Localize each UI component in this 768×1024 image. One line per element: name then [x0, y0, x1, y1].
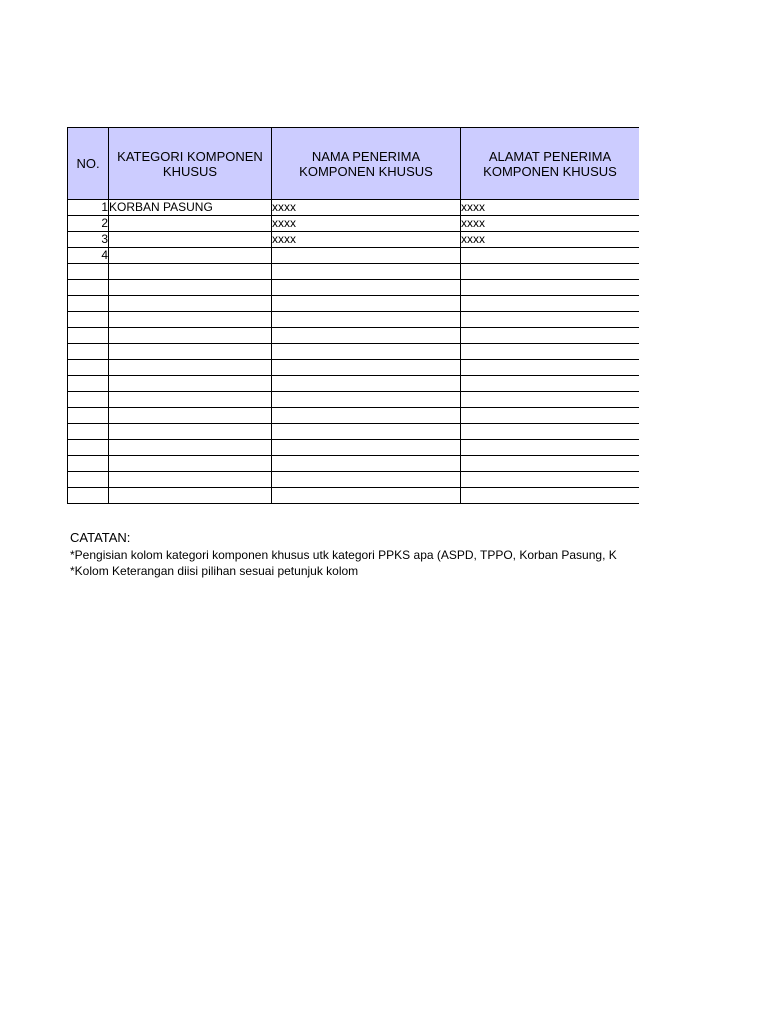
- cell-no[interactable]: [68, 424, 109, 440]
- cell-nama-penerima[interactable]: [272, 456, 461, 472]
- table-row: [68, 424, 640, 440]
- cell-nama-penerima[interactable]: [272, 328, 461, 344]
- table-row: [68, 488, 640, 504]
- cell-alamat-penerima[interactable]: [461, 488, 640, 504]
- cell-no[interactable]: 1: [68, 200, 109, 216]
- table-row: [68, 344, 640, 360]
- recipient-table: [67, 127, 639, 504]
- cell-no[interactable]: [68, 312, 109, 328]
- cell-no[interactable]: 3: [68, 232, 109, 248]
- cell-alamat-penerima[interactable]: [461, 440, 640, 456]
- header-nama-penerima[interactable]: NAMA PENERIMA KOMPONEN KHUSUS: [272, 128, 461, 200]
- cell-alamat-penerima[interactable]: [461, 376, 640, 392]
- cell-nama-penerima[interactable]: [272, 488, 461, 504]
- cell-kategori[interactable]: [109, 424, 272, 440]
- cell-nama-penerima[interactable]: [272, 296, 461, 312]
- cell-kategori[interactable]: [109, 248, 272, 264]
- cell-alamat-penerima[interactable]: xxxx: [461, 216, 640, 232]
- cell-no[interactable]: [68, 472, 109, 488]
- cell-alamat-penerima[interactable]: [461, 264, 640, 280]
- cell-alamat-penerima[interactable]: [461, 472, 640, 488]
- table-row: [68, 232, 640, 248]
- cell-no[interactable]: [68, 296, 109, 312]
- cell-alamat-penerima[interactable]: [461, 248, 640, 264]
- table-row: [68, 392, 640, 408]
- cell-no[interactable]: [68, 440, 109, 456]
- cell-no[interactable]: 2: [68, 216, 109, 232]
- table-row: [68, 264, 640, 280]
- cell-kategori[interactable]: [109, 296, 272, 312]
- table-row: [68, 216, 640, 232]
- cell-kategori[interactable]: [109, 488, 272, 504]
- cell-kategori[interactable]: [109, 440, 272, 456]
- note-line[interactable]: *Kolom Keterangan diisi pilihan sesuai petunjuk kolom: [70, 564, 359, 578]
- table-body: [68, 200, 640, 504]
- table-row: [68, 456, 640, 472]
- cell-nama-penerima[interactable]: [272, 248, 461, 264]
- cell-alamat-penerima[interactable]: [461, 456, 640, 472]
- table-row: [68, 440, 640, 456]
- cell-alamat-penerima[interactable]: [461, 296, 640, 312]
- notes-section: [70, 530, 639, 579]
- header-no[interactable]: NO.: [68, 128, 109, 200]
- cell-nama-penerima[interactable]: xxxx: [272, 200, 461, 216]
- notes-title[interactable]: CATATAN:: [70, 530, 131, 545]
- table-row: [68, 248, 640, 264]
- cell-kategori[interactable]: [109, 280, 272, 296]
- cell-alamat-penerima[interactable]: [461, 344, 640, 360]
- cell-nama-penerima[interactable]: [272, 360, 461, 376]
- cell-kategori[interactable]: KORBAN PASUNG: [109, 200, 272, 216]
- cell-no[interactable]: [68, 264, 109, 280]
- table-header-row: [68, 128, 640, 200]
- cell-kategori[interactable]: [109, 264, 272, 280]
- cell-no[interactable]: [68, 392, 109, 408]
- cell-alamat-penerima[interactable]: xxxx: [461, 232, 640, 248]
- cell-nama-penerima[interactable]: [272, 392, 461, 408]
- cell-alamat-penerima[interactable]: [461, 360, 640, 376]
- cell-no[interactable]: [68, 360, 109, 376]
- note-line[interactable]: *Pengisian kolom kategori komponen khusus utk kategori PPKS apa (ASPD, TPPO, Korban Pasung, K: [70, 548, 617, 562]
- table-row: [68, 472, 640, 488]
- table-row: [68, 376, 640, 392]
- cell-no[interactable]: 4: [68, 248, 109, 264]
- cell-nama-penerima[interactable]: [272, 344, 461, 360]
- cell-kategori[interactable]: [109, 216, 272, 232]
- header-alamat-penerima[interactable]: ALAMAT PENERIMA KOMPONEN KHUSUS: [461, 128, 640, 200]
- cell-alamat-penerima[interactable]: xxxx: [461, 200, 640, 216]
- cell-alamat-penerima[interactable]: [461, 408, 640, 424]
- table-row: [68, 200, 640, 216]
- table-row: [68, 312, 640, 328]
- cell-nama-penerima[interactable]: [272, 280, 461, 296]
- cell-nama-penerima[interactable]: [272, 440, 461, 456]
- cell-kategori[interactable]: [109, 408, 272, 424]
- cell-no[interactable]: [68, 344, 109, 360]
- cell-nama-penerima[interactable]: [272, 424, 461, 440]
- table-row: [68, 296, 640, 312]
- cell-no[interactable]: [68, 280, 109, 296]
- cell-kategori[interactable]: [109, 392, 272, 408]
- cell-nama-penerima[interactable]: [272, 408, 461, 424]
- cell-alamat-penerima[interactable]: [461, 424, 640, 440]
- table-row: [68, 360, 640, 376]
- spreadsheet-area: [67, 127, 639, 504]
- cell-nama-penerima[interactable]: xxxx: [272, 216, 461, 232]
- cell-nama-penerima[interactable]: [272, 472, 461, 488]
- cell-no[interactable]: [68, 376, 109, 392]
- cell-alamat-penerima[interactable]: [461, 280, 640, 296]
- cell-nama-penerima[interactable]: [272, 264, 461, 280]
- table-row: [68, 280, 640, 296]
- cell-kategori[interactable]: [109, 344, 272, 360]
- table-row: [68, 328, 640, 344]
- header-kategori[interactable]: KATEGORI KOMPONEN KHUSUS: [109, 128, 272, 200]
- cell-no[interactable]: [68, 408, 109, 424]
- cell-no[interactable]: [68, 456, 109, 472]
- cell-nama-penerima[interactable]: [272, 376, 461, 392]
- cell-kategori[interactable]: [109, 472, 272, 488]
- cell-alamat-penerima[interactable]: [461, 328, 640, 344]
- cell-kategori[interactable]: [109, 328, 272, 344]
- cell-nama-penerima[interactable]: xxxx: [272, 232, 461, 248]
- cell-kategori[interactable]: [109, 456, 272, 472]
- cell-kategori[interactable]: [109, 360, 272, 376]
- cell-kategori[interactable]: [109, 376, 272, 392]
- cell-nama-penerima[interactable]: [272, 312, 461, 328]
- table-row: [68, 408, 640, 424]
- cell-no[interactable]: [68, 488, 109, 504]
- cell-alamat-penerima[interactable]: [461, 312, 640, 328]
- cell-alamat-penerima[interactable]: [461, 392, 640, 408]
- cell-kategori[interactable]: [109, 232, 272, 248]
- cell-kategori[interactable]: [109, 312, 272, 328]
- cell-no[interactable]: [68, 328, 109, 344]
